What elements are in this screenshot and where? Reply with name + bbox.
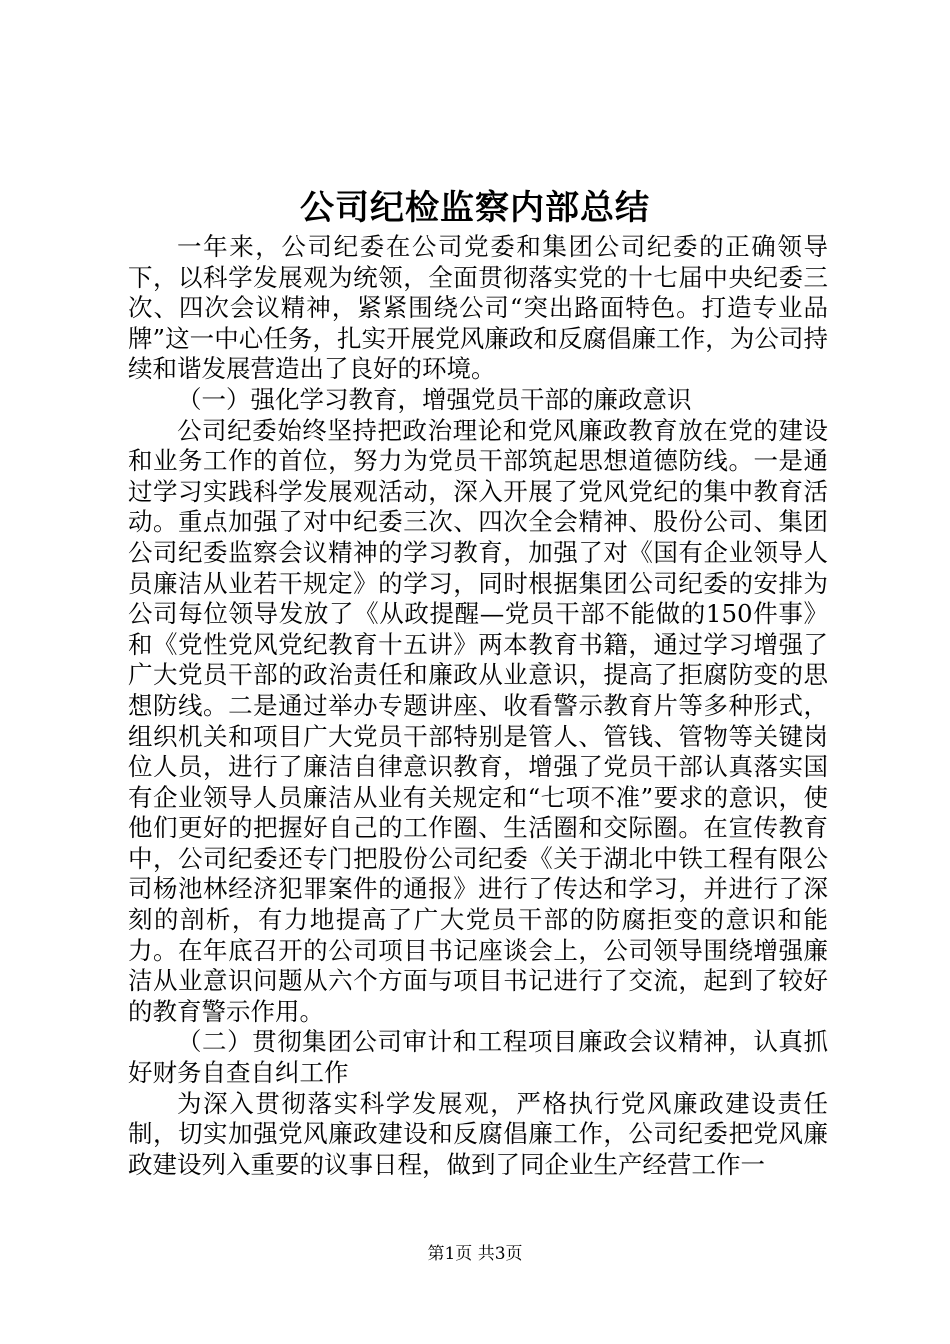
document-title: 公司纪检监察内部总结 [300, 188, 650, 228]
section-heading-2: （二）贯彻集团公司审计和工程项目廉政会议精神，认真抓好财务自查自纠工作 [128, 1027, 828, 1088]
page-footer: 第1页 共3页 [427, 1244, 523, 1264]
paragraph-section-2: 为深入贯彻落实科学发展观，严格执行党风廉政建设责任制，切实加强党风廉政建设和反腐倡廉工作，公司纪委把党风廉政建设列入重要的议事日程，做到了同企业生产经营工作一 [128, 1088, 828, 1179]
section-heading-1: （一）强化学习教育，增强党员干部的廉政意识 [177, 384, 692, 414]
paragraph-section-1: 公司纪委始终坚持把政治理论和党风廉政教育放在党的建设和业务工作的首位，努力为党员干部筑起思想道德防线。一是通过学习实践科学发展观活动，深入开展了党风党纪的集中教育活动。重点加强了对中纪委三次、四次全会精神、股份公司、集团公司纪委监察会议精神的学习教育，加强了对《国有企业领导人员廉洁从业若干规定》的学习，同时根据集团公司纪委的安排为公司每位领导发放了《从政提醒—党员干部不能做的150件事》和《党性党风党纪教育十五讲》两本教育书籍，通过学习增强了广大党员干部的政治责任和廉政从业意识，提高了拒腐防变的思想防线。二是通过举办专题讲座、收看警示教育片等多种形式，组织机关和项目广大党员干部特别是管人、管钱、管物等关键岗位人员，进行了廉洁自律意识教育，增强了党员干部认真落实国有企业领导人员廉洁从业有关规定和“七项不准”要求的意识，使他们更好的把握好自己的工作圈、生活圈和交际圈。在宣传教育中，公司纪委还专门把股份公司纪委《关于湖北中铁工程有限公司杨池林经济犯罪案件的通报》进行了传达和学习，并进行了深刻的剖析，有力地提高了广大党员干部的防腐拒变的意识和能力。在年底召开的公司项目书记座谈会上，公司领导围绕增强廉洁从业意识问题从六个方面与项目书记进行了交流，起到了较好的教育警示作用。 [128, 415, 828, 1026]
paragraph-intro: 一年来，公司纪委在公司党委和集团公司纪委的正确领导下，以科学发展观为统领，全面贯彻落实党的十七届中央纪委三次、四次会议精神，紧紧围绕公司“突出路面特色。打造专业品牌”这一中心任务，扎实开展党风廉政和反腐倡廉工作，为公司持续和谐发展营造出了良好的环境。 [128, 232, 828, 384]
document-body [128, 232, 828, 1180]
